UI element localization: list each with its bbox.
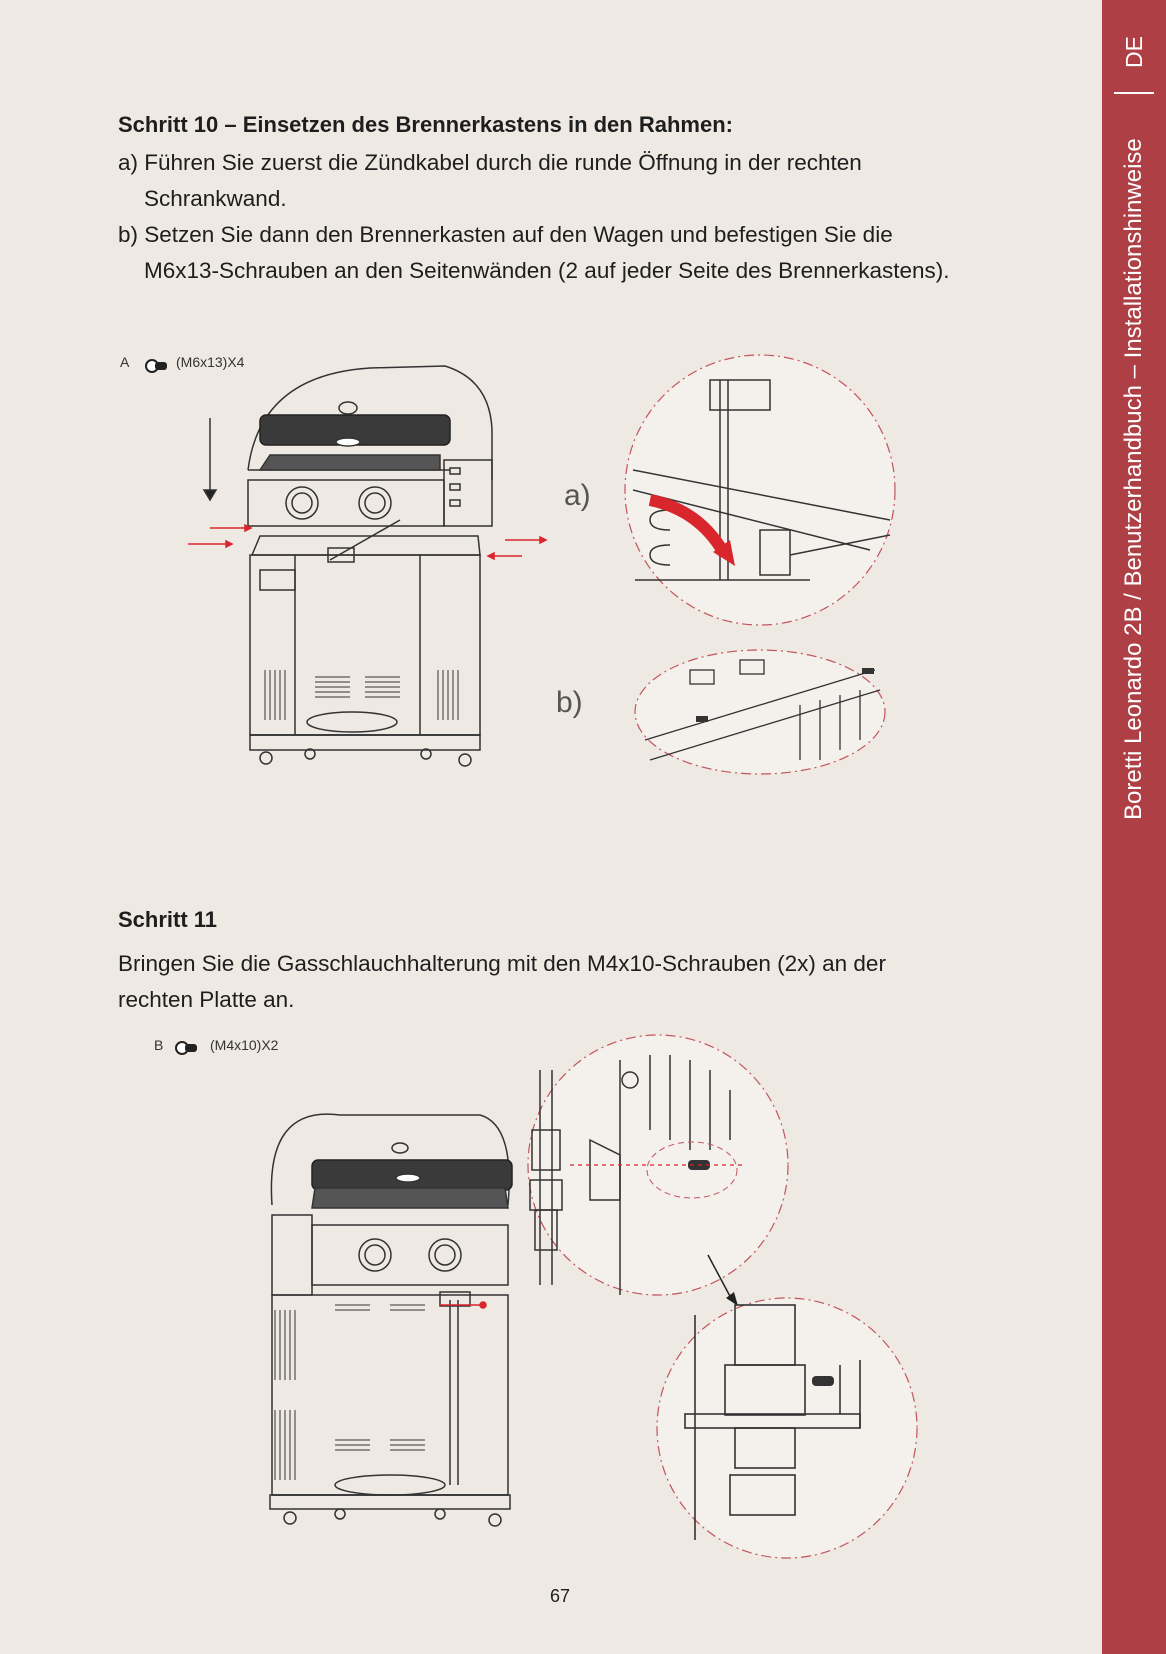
- sidebar-title: Boretti Leonardo 2B / Benutzerhandbuch – Installationshinweise: [1120, 138, 1147, 820]
- step10-item-a-line2: Schrankwand.: [144, 186, 287, 211]
- screw-icon: [176, 1042, 197, 1054]
- part-letter-a: A: [120, 354, 130, 370]
- screw-label: (M6x13)X4: [176, 354, 245, 370]
- sidebar-divider: [1114, 92, 1154, 94]
- detail-b-ellipse: [635, 650, 885, 774]
- step11-instructions: [118, 946, 1058, 1018]
- hose-holder-marker: [440, 1302, 486, 1308]
- detail-a-label: a): [564, 479, 591, 512]
- step10-item-a-line1: a) Führen Sie zuerst die Zündkabel durch die runde Öffnung in der rechten: [118, 150, 862, 175]
- step10-figure: [110, 340, 940, 830]
- step11-text-line2: rechten Platte an.: [118, 987, 295, 1012]
- step11-text-line1: Bringen Sie die Gasschlauchhalterung mit den M4x10-Schrauben (2x) an der: [118, 951, 886, 976]
- step11-heading: Schritt 11: [118, 907, 218, 932]
- step10-item-b-line1: b) Setzen Sie dann den Brennerkasten auf den Wagen und befestigen Sie die: [118, 222, 893, 247]
- screw-icon: [146, 360, 167, 372]
- page-number: 67: [549, 1586, 571, 1606]
- step10-instructions: [118, 145, 1058, 289]
- detail-top-circle: [528, 1035, 788, 1295]
- detail-bottom-circle: [657, 1298, 917, 1558]
- sidebar: [1102, 0, 1166, 1654]
- step10-item-b-line2: M6x13-Schrauben an den Seitenwänden (2 auf jeder Seite des Brennerkastens).: [144, 258, 950, 283]
- part-letter-b: B: [154, 1037, 164, 1053]
- language-label: DE: [1121, 36, 1147, 68]
- detail-a-circle: [625, 355, 895, 625]
- screw-label: (M4x10)X2: [210, 1037, 279, 1053]
- grill-cart-drawing: [204, 366, 492, 766]
- assembled-grill-drawing: [270, 1114, 512, 1526]
- step10-heading: Schritt 10 – Einsetzen des Brennerkastens in den Rahmen:: [118, 112, 733, 137]
- step11-figure: [140, 1030, 970, 1570]
- detail-b-label: b): [556, 686, 583, 719]
- screw-arrows: [188, 525, 546, 559]
